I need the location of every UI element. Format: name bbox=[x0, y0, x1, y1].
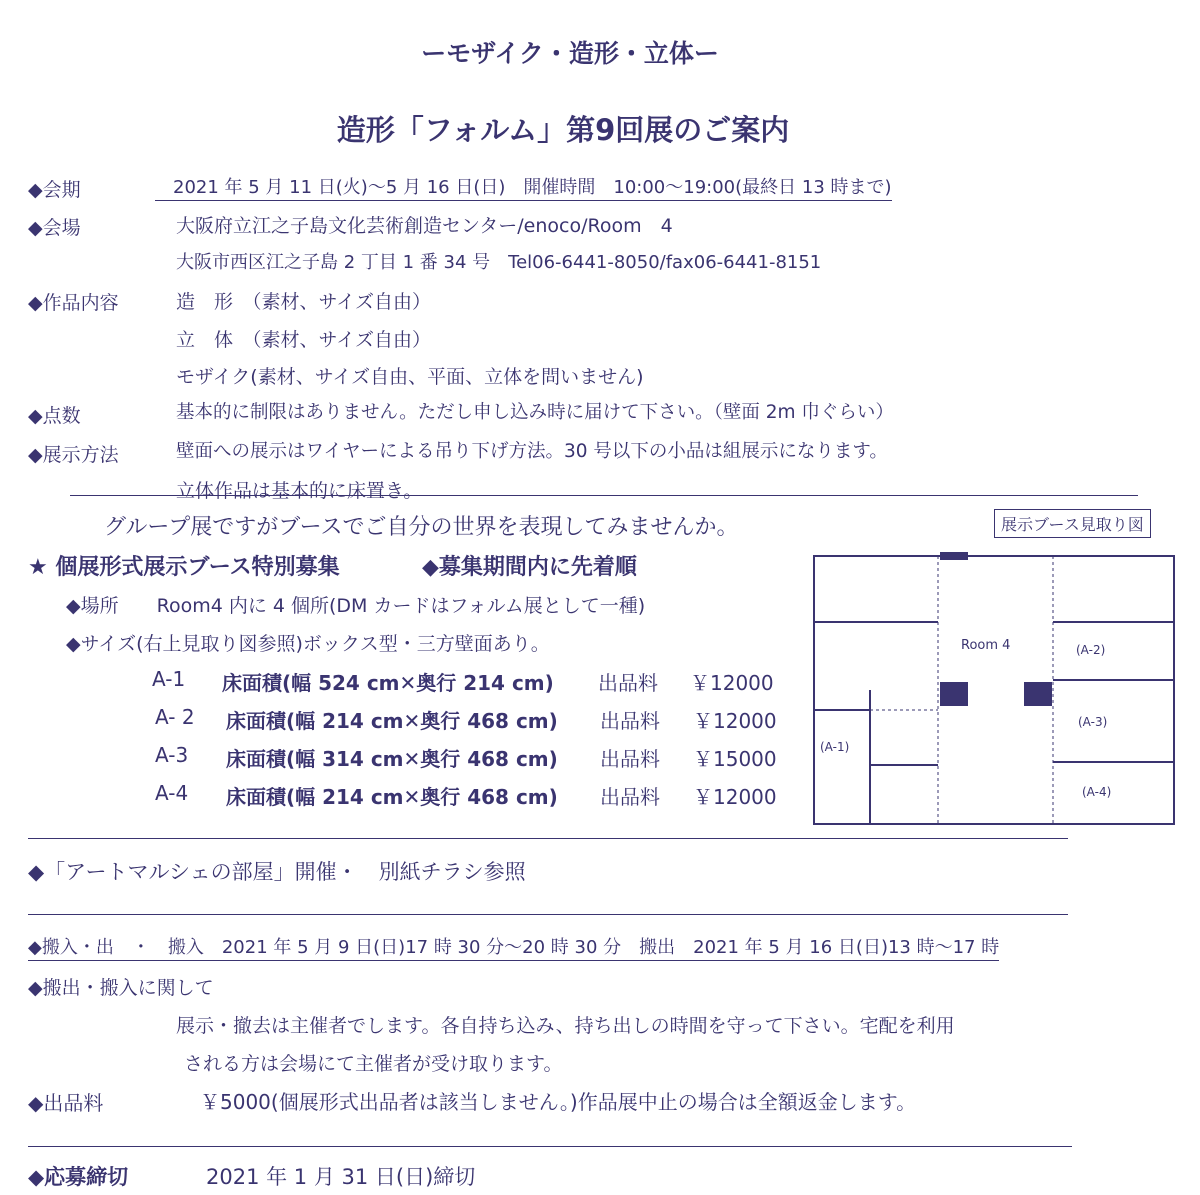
works-line-2: 立 体 （素材、サイズ自由） bbox=[176, 329, 431, 351]
works-line-1: 造 形 （素材、サイズ自由） bbox=[176, 291, 431, 313]
venue-line-1: 大阪府立江之子島文化芸術創造センター/enoco/Room 4 bbox=[176, 215, 673, 237]
booth-fee: ￥15000 bbox=[693, 747, 777, 771]
plan-booth-label: (A-2) bbox=[1076, 643, 1106, 657]
booth-fee: ￥12000 bbox=[693, 709, 777, 733]
booth-fee-label: 出品料 bbox=[598, 671, 658, 695]
booth-size: ◆サイズ(右上見取り図参照)ボックス型・三方壁面あり。 bbox=[66, 633, 550, 655]
deadline-label: ◆応募締切 bbox=[28, 1165, 129, 1189]
fee-value: ￥5000(個展形式出品者は該当しません。)作品展中止の場合は全額返金します。 bbox=[200, 1090, 917, 1114]
plan-pillar bbox=[1024, 682, 1052, 706]
divider-4 bbox=[28, 1146, 1072, 1147]
period-label: ◆会期 bbox=[28, 179, 81, 201]
booth-place: ◆場所 Room4 内に 4 個所(DM カードはフォルム展として一種) bbox=[66, 595, 646, 617]
divider-2 bbox=[28, 838, 1068, 839]
booth-tagline: グループ展ですがブースでご自分の世界を表現してみませんか。 bbox=[104, 515, 739, 540]
marche-notice: ◆「アートマルシェの部屋」開催・ 別紙チラシ参照 bbox=[28, 860, 526, 884]
display-line-1: 壁面への展示はワイヤーによる吊り下げ方法。30 号以下の小品は組展示になります。 bbox=[176, 441, 888, 462]
transport-about-line-2: される方は会場にて主催者が受け取ります。 bbox=[184, 1053, 563, 1075]
booth-heading: ★ 個展形式展示ブース特別募集 bbox=[28, 555, 340, 580]
booth-fee-label: 出品料 bbox=[600, 709, 660, 733]
booth-id: A-1 bbox=[152, 667, 186, 691]
booth-area: 床面積(幅 524 cm✕奥行 214 cm) bbox=[222, 671, 554, 695]
booth-fee-label: 出品料 bbox=[600, 747, 660, 771]
subtitle: ーモザイク・造形・立体ー bbox=[421, 39, 719, 68]
plan-booth-label: (A-1) bbox=[820, 740, 850, 754]
plan-pillar bbox=[940, 682, 968, 706]
fee-label: ◆出品料 bbox=[28, 1091, 104, 1115]
plan-title: 展示ブース見取り図 bbox=[994, 509, 1151, 538]
transport-about-line-1: 展示・撤去は主催者でします。各自持ち込み、持ち出しの時間を守って下さい。宅配を利用 bbox=[176, 1015, 955, 1037]
display-line-2: 立体作品は基本的に床置き。 bbox=[176, 480, 423, 502]
page-title: 造形「フォルム」第9回展のご案内 bbox=[336, 113, 790, 147]
booth-area: 床面積(幅 314 cm✕奥行 468 cm) bbox=[226, 747, 558, 771]
count-label: ◆点数 bbox=[28, 405, 81, 427]
venue-label: ◆会場 bbox=[28, 217, 81, 239]
plan-entrance bbox=[940, 552, 968, 560]
deadline-value: 2021 年 1 月 31 日(日)締切 bbox=[206, 1165, 476, 1189]
plan-booth-label: (A-3) bbox=[1078, 715, 1108, 729]
booth-area: 床面積(幅 214 cm✕奥行 468 cm) bbox=[226, 709, 558, 733]
booth-fee: ￥12000 bbox=[690, 671, 774, 695]
divider-3 bbox=[28, 914, 1068, 915]
booth-fee-label: 出品料 bbox=[600, 785, 660, 809]
divider-1 bbox=[70, 495, 1138, 496]
display-label: ◆展示方法 bbox=[28, 444, 119, 466]
booth-heading-order: ◆募集期間内に先着順 bbox=[422, 555, 637, 580]
transport-about-label: ◆搬出・搬入に関して bbox=[28, 977, 214, 999]
booth-area: 床面積(幅 214 cm✕奥行 468 cm) bbox=[226, 785, 558, 809]
period-value: 2021 年 5 月 11 日(火)～5 月 16 日(日) 開催時間 10:00～19:00(最終日 13 時まで) bbox=[155, 173, 892, 201]
plan-room-label: Room 4 bbox=[961, 638, 1011, 653]
plan-booth-label: (A-4) bbox=[1082, 785, 1112, 799]
works-label: ◆作品内容 bbox=[28, 292, 119, 314]
transport-line: ◆搬入・出 ・ 搬入 2021 年 5 月 9 日(日)17 時 30 分～20 時 30 分 搬出 2021 年 5 月 16 日(日)13 時～17 時 bbox=[28, 933, 999, 961]
booth-id: A- 2 bbox=[155, 705, 195, 729]
plan-outer-wall bbox=[814, 556, 1174, 824]
works-line-3: モザイク(素材、サイズ自由、平面、立体を問いません) bbox=[176, 366, 644, 388]
booth-fee: ￥12000 bbox=[693, 785, 777, 809]
venue-line-2: 大阪市西区江之子島 2 丁目 1 番 34 号 Tel06-6441-8050/fax06-6441-8151 bbox=[176, 252, 822, 273]
count-value: 基本的に制限はありません。ただし申し込み時に届けて下さい。（壁面 2m 巾ぐらい） bbox=[176, 402, 894, 423]
booth-id: A-3 bbox=[155, 743, 189, 767]
floor-plan bbox=[808, 550, 1180, 830]
booth-id: A-4 bbox=[155, 781, 189, 805]
